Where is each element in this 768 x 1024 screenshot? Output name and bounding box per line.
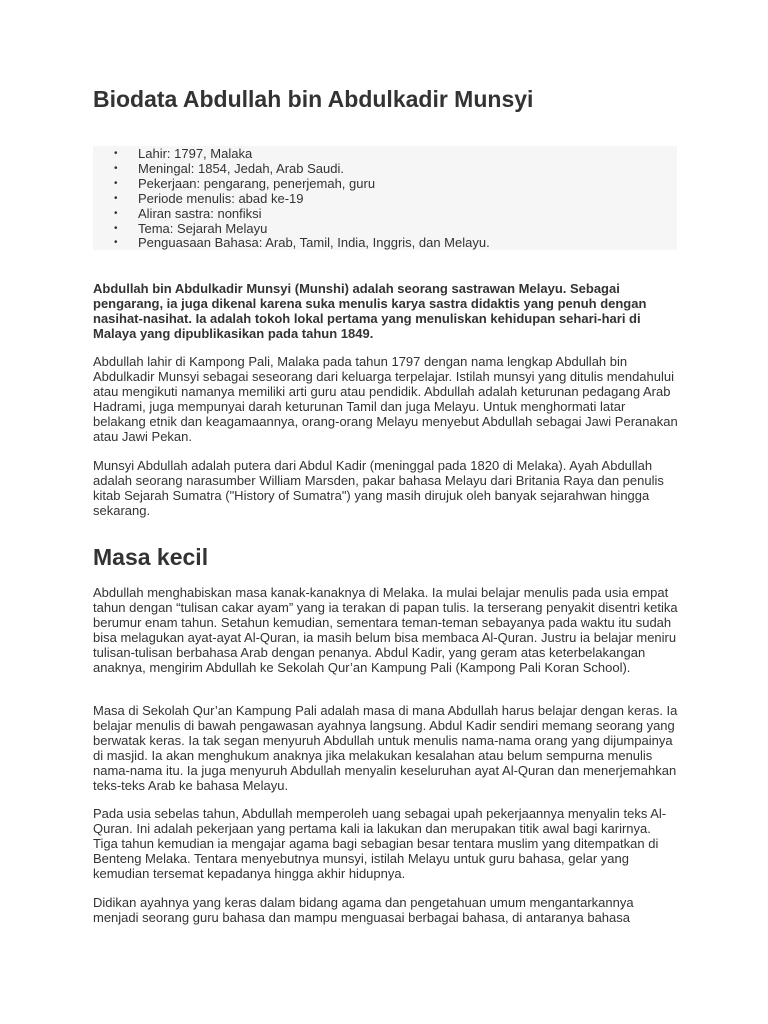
fact-text: Pekerjaan: pengarang, penerjemah, guru bbox=[138, 175, 376, 191]
bullet-icon: • bbox=[114, 177, 118, 189]
body-paragraph: Masa di Sekolah Qur’an Kampung Pali adalah masa di mana Abdullah harus belajar dengan keras. Ia belajar menulis di bawah pengawasan ayahnya langsung. Abdul Kadir sendiri memang seorang yang berwatak keras. Ia tak segan menyuruh Abdullah untuk menulis nama-nama orang yang dijumpainya di masjid. Ia akan menghukum anaknya jika melakukan kesalahan atau belum sempurna menulis nama-nama itu. Ia juga menyuruh Abdullah menyalin keseluruhan ayat Al-Quran dan menerjemahkan teks-teks Arab ke bahasa Melayu. bbox=[93, 703, 678, 793]
page-title: Biodata Abdullah bin Abdulkadir Munsyi bbox=[93, 86, 534, 112]
body-paragraph: Abdullah menghabiskan masa kanak-kanaknya di Melaka. Ia mulai belajar menulis pada usia empat tahun dengan “tulisan cakar ayam” yang ia terakan di papan tulis. Ia terserang penyakit disentri ketika berumur enam tahun. Setahun kemudian, sementara teman-teman sebayanya pada waktu itu sudah bisa melagukan ayat-ayat Al-Quran, ia masih belum bisa membaca Al-Quran. Justru ia belajar meniru tulisan-tulisan berbahasa Arab dengan penanya. Abdul Kadir, yang geram atas keterbelakangan anaknya, mengirim Abdullah ke Sekolah Qur’an Kampung Pali (Kampong Pali Koran School). bbox=[93, 585, 678, 675]
list-item bbox=[93, 222, 677, 237]
fact-text: Meningal: 1854, Jedah, Arab Saudi. bbox=[138, 160, 344, 176]
biodata-list bbox=[93, 146, 677, 250]
list-item bbox=[93, 236, 677, 251]
list-item bbox=[93, 192, 677, 207]
fact-text: Lahir: 1797, Malaka bbox=[138, 146, 253, 161]
list-item bbox=[93, 147, 677, 162]
list-item bbox=[93, 207, 677, 222]
list-item bbox=[93, 177, 677, 192]
body-paragraph: Munsyi Abdullah adalah putera dari Abdul Kadir (meninggal pada 1820 di Melaka). Ayah Abdullah adalah seorang narasumber William Marsden, pakar bahasa Melayu dari Britania Raya dan penulis kitab Sejarah Sumatra ("History of Sumatra") yang masih dirujuk oleh banyak sejarahwan hingga sekarang. bbox=[93, 458, 664, 518]
bullet-icon: • bbox=[114, 222, 118, 234]
fact-text: Periode menulis: abad ke-19 bbox=[138, 190, 304, 206]
section-heading: Masa kecil bbox=[93, 544, 209, 570]
bullet-icon: • bbox=[114, 237, 118, 249]
body-paragraph: Didikan ayahnya yang keras dalam bidang agama dan pengetahuan umum mengantarkannya menjadi seorang guru bahasa dan mampu menguasai berbagai bahasa, di antaranya bahasa bbox=[93, 895, 634, 925]
fact-text: Penguasaan Bahasa: Arab, Tamil, India, Inggris, dan Melayu. bbox=[138, 235, 490, 251]
fact-text: Tema: Sejarah Melayu bbox=[138, 220, 268, 236]
bullet-icon: • bbox=[114, 192, 118, 204]
body-paragraph: Abdullah lahir di Kampong Pali, Malaka pada tahun 1797 dengan nama lengkap Abdullah bin Abdulkadir Munsyi sebagai seseorang dari keluarga terpelajar. Istilah munsyi yang ditulis mendahului atau mengikuti namanya memiliki arti guru atau pendidik. Abdullah adalah keturunan pedagang Arab Hadrami, juga mempunyai darah keturunan Tamil dan juga Melayu. Untuk menghormati latar belakang etnik dan keagamaannya, orang-orang Melayu menyebut Abdullah sebagai Jawi Peranakan atau Jawi Pekan. bbox=[93, 354, 678, 444]
fact-text: Aliran sastra: nonfiksi bbox=[138, 205, 262, 221]
list-item bbox=[93, 162, 677, 177]
lead-paragraph: Abdullah bin Abdulkadir Munsyi (Munshi) adalah seorang sastrawan Melayu. Sebagai pengarang, ia juga dikenal karena suka menulis karya sastra didaktis yang penuh dengan nasihat-nasihat. Ia adalah tokoh lokal pertama yang menuliskan kehidupan sehari-hari di Malaya yang dipublikasikan pada tahun 1849. bbox=[93, 281, 647, 341]
bullet-icon: • bbox=[114, 162, 118, 174]
bullet-icon: • bbox=[114, 207, 118, 219]
bullet-icon: • bbox=[114, 148, 118, 159]
body-paragraph: Pada usia sebelas tahun, Abdullah memperoleh uang sebagai upah pekerjaannya menyalin teks Al-Quran. Ini adalah pekerjaan yang pertama kali ia lakukan dan merupakan titik awal bagi karirnya. Tiga tahun kemudian ia mengajar agama bagi sebagian besar tentara muslim yang ditempatkan di Benteng Melaka. Tentara menyebutnya munsyi, istilah Melayu untuk guru bahasa, gelar yang kemudian tersemat kepadanya hingga akhir hidupnya. bbox=[93, 806, 667, 881]
